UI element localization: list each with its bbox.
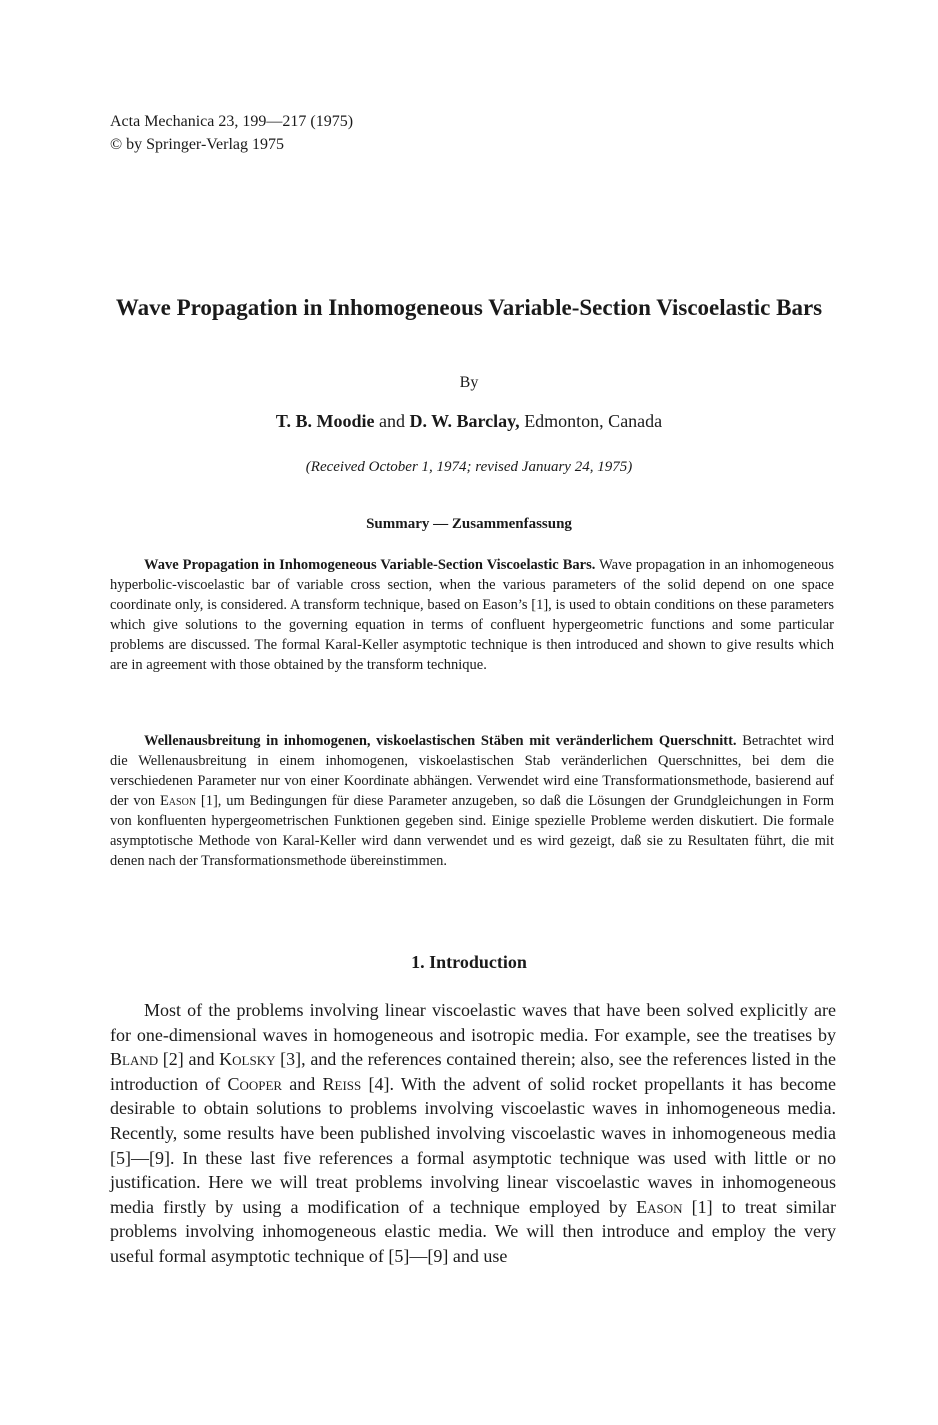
author-moodie: T. B. Moodie xyxy=(275,411,375,431)
intro-text-4: and xyxy=(282,1073,323,1094)
abstract-german-body-1: Betrachtet wird die Wellenausbreitung in einem inhomogenen, viskoelastischen Stab veränderlichen Querschnittes, bei dem die verschiedenen Parameter nur von einer Koordinate abhängen. Verwendet wird eine Transformationsmethode, basierend auf der von xyxy=(110,733,834,809)
summary-heading: Summary — Zusammenfassung xyxy=(366,516,572,532)
journal-header xyxy=(110,110,353,156)
article-title: Wave Propagation in Inhomogeneous Variable-Section Viscoelastic Bars xyxy=(115,295,823,320)
copyright-line: © by Springer-Verlag 1975 xyxy=(110,136,285,153)
intro-ref-reiss: Reiss xyxy=(322,1073,362,1094)
abstract-german-body-2: [1], um Bedingungen für diese Parameter anzugeben, so daß die Lösungen der Grundgleichungen in Form von konfluenten hypergeometrischen Funktionen gegeben sind. Einige spezielle Probleme werden diskutiert. Die formale asymptotische Methode von Karal-Keller wird dann verwendet und es wird gezeigt, daß sie zu Resultaten führt, die mit denen nach der Transformationsmethode übereinstimmen. xyxy=(110,793,834,869)
abstract-english-title: Wave Propagation in Inhomogeneous Variable-Section Viscoelastic Bars. xyxy=(144,557,596,573)
author-conjunction: and xyxy=(374,411,410,431)
intro-ref-bland: Bland xyxy=(110,1049,159,1070)
author-location: Edmonton, Canada xyxy=(519,411,663,431)
author-barclay: D. W. Barclay, xyxy=(409,411,520,431)
intro-text-2: [2] and xyxy=(158,1049,220,1070)
intro-ref-eason: Eason xyxy=(636,1196,683,1217)
intro-text-1: Most of the problems involving linear viscoelastic waves that have been solved explicitly are for one-dimensional waves in homogeneous and isotropic media. For example, see the treatises by xyxy=(110,1000,836,1045)
intro-text-3: [3], and the references contained therein; also, see the references listed in the introduction of xyxy=(110,1049,836,1094)
abstract-german-eason: Eason xyxy=(159,793,197,809)
journal-citation: Acta Mechanica 23, 199—217 (1975) xyxy=(110,113,354,130)
abstract-english xyxy=(110,555,834,675)
by-line: By xyxy=(459,374,479,391)
abstract-german-title: Wellenausbreitung in inhomogenen, viskoelastischen Stäben mit veränderlichem Querschnitt. xyxy=(144,733,737,749)
intro-text-6: [1] to treat similar problems involving inhomogeneous elastic media. We will then introduce and employ the very useful formal asymptotic technique of [5]—[9] and use xyxy=(110,1196,836,1266)
received-dates: (Received October 1, 1974; revised January 24, 1975) xyxy=(305,459,633,475)
intro-ref-kolsky: Kolsky xyxy=(219,1049,276,1070)
abstract-german xyxy=(110,731,834,871)
author-line xyxy=(0,411,938,432)
intro-ref-cooper: Cooper xyxy=(227,1073,283,1094)
introduction-paragraph xyxy=(110,998,836,1269)
abstract-english-body: Wave propagation in an inhomogeneous hyperbolic-viscoelastic bar of variable cross section, when the various parameters of the solid depend on one space coordinate only, is considered. A transform technique, based on Eason’s [1], is used to obtain conditions on these parameters which give solutions to the governing equation in terms of confluent hypergeometric functions and some particular problems are discussed. The formal Karal-Keller asymptotic technique is then introduced and shown to give results which are in agreement with those obtained by the transform technique. xyxy=(110,557,834,673)
introduction-heading: 1. Introduction xyxy=(411,952,527,972)
intro-text-5: [4]. With the advent of solid rocket propellants it has become desirable to obtain solutions to problems involving viscoelastic waves in inhomogeneous media. Recently, some results have been published involving viscoelastic waves in inhomogeneous media [5]—[9]. In these last five references a formal asymptotic technique was used with little or no justification. Here we will treat problems involving linear viscoelastic waves in inhomogeneous media firstly by using a modification of a technique employed by xyxy=(110,1073,837,1217)
